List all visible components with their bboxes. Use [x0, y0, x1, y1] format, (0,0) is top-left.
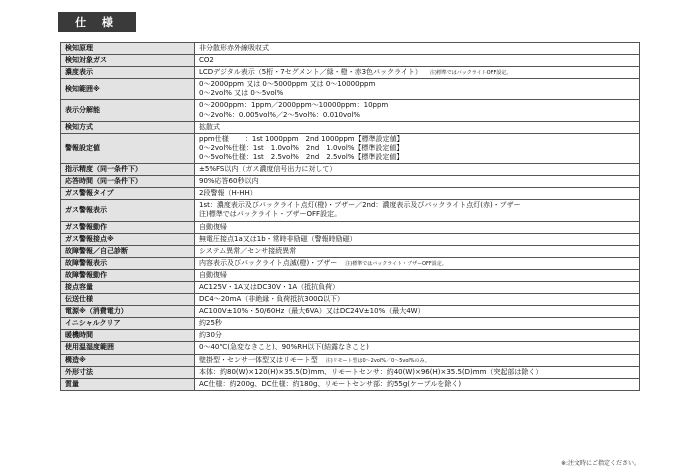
spec-value — [195, 245, 640, 257]
spec-value-line: AC仕様：約200g、DC仕様：約180g、リモートセンサ部：約55g(ケーブルを除く) — [199, 379, 462, 388]
spec-row — [61, 378, 640, 390]
spec-note: 注)標準ではバックライト・ブザーOFF設定。 — [345, 260, 447, 267]
spec-value — [195, 55, 640, 67]
spec-row — [61, 294, 640, 306]
spec-label: 伝送仕様 — [61, 294, 195, 306]
section-heading: 仕 様 — [58, 12, 136, 32]
spec-label: 接点容量 — [61, 281, 195, 293]
spec-value-line: 0～2vol% 又は 0～5vol% — [199, 89, 284, 98]
spec-value-line: 非分散形赤外線吸収式 — [199, 44, 269, 52]
spec-label: 警報設定値 — [61, 133, 195, 163]
spec-row — [61, 67, 640, 79]
spec-row — [61, 164, 640, 176]
spec-value-line: DC4～20mA（非絶縁・負荷抵抗300Ω以下） — [199, 295, 344, 304]
spec-row — [61, 176, 640, 188]
spec-value — [195, 257, 640, 269]
spec-row — [61, 55, 640, 67]
spec-label: 故障警報表示 — [61, 257, 195, 269]
spec-table — [60, 42, 640, 391]
spec-row — [61, 306, 640, 318]
spec-label: 暖機時間 — [61, 330, 195, 342]
spec-label: 故障警報動作 — [61, 269, 195, 281]
spec-label: 検知範囲※ — [61, 79, 195, 100]
spec-value — [195, 176, 640, 188]
spec-value — [195, 188, 640, 200]
spec-row — [61, 43, 640, 55]
spec-row — [61, 257, 640, 269]
spec-value-line: LCDデジタル表示（5桁・7セグメント／緑・橙・赤3色バックライト） — [199, 68, 422, 77]
spec-value-line: 0～40℃(急変なきこと)、90%RH以下(結露なきこと) — [199, 343, 369, 352]
spec-label: 故障警報／自己診断 — [61, 245, 195, 257]
spec-row — [61, 100, 640, 121]
spec-value — [195, 366, 640, 378]
spec-value-line: ±5%FS以内（ガス濃度信号出力に対して） — [199, 165, 337, 174]
spec-value — [195, 121, 640, 133]
spec-value-line: CO2 — [199, 56, 214, 65]
spec-row — [61, 245, 640, 257]
spec-value-line: 0～5vol%仕様：1st 2.5vol% 2nd 2.5vol%【標準設定値】 — [199, 152, 404, 161]
spec-label: 応答時間（同一条件下） — [61, 176, 195, 188]
spec-value-line: 本体：約80(W)×120(H)×35.5(D)mm、リモートセンサ：約40(W)×96(H)×35.5(D)mm（突起部は除く） — [199, 367, 543, 376]
spec-value — [195, 330, 640, 342]
spec-row — [61, 233, 640, 245]
spec-row — [61, 354, 640, 366]
spec-value-line: 自動復帰 — [199, 222, 227, 231]
spec-value-line: 1st：濃度表示及びバックライト点灯(橙)・ブザー／2nd：濃度表示及びバックライト点灯(赤)・ブザー — [199, 201, 521, 210]
spec-row — [61, 121, 640, 133]
spec-row — [61, 318, 640, 330]
spec-row — [61, 366, 640, 378]
spec-value-line: 内容表示及びバックライト点滅(橙)・ブザー — [199, 258, 338, 267]
spec-value — [195, 43, 640, 55]
spec-value — [195, 354, 640, 366]
spec-value-line: 0～2000ppm 又は 0～5000ppm 又は 0～10000ppm — [199, 80, 376, 89]
spec-label: ガス警報表示 — [61, 200, 195, 221]
spec-value-line: 90%応答60秒以内 — [199, 177, 259, 186]
spec-value — [195, 79, 640, 100]
spec-value — [195, 378, 640, 390]
spec-row — [61, 269, 640, 281]
spec-value — [195, 200, 640, 221]
spec-value — [195, 281, 640, 293]
spec-value-line: 0～2vol%：0.005vol%／2～5vol%：0.010vol% — [199, 110, 360, 119]
spec-value — [195, 67, 640, 79]
spec-label: ガス警報接点※ — [61, 233, 195, 245]
spec-label: 指示精度（同一条件下） — [61, 164, 195, 176]
spec-row — [61, 200, 640, 221]
spec-row — [61, 79, 640, 100]
spec-value-line: 0～2vol%仕様：1st 1.0vol% 2nd 1.0vol%【標準設定値】 — [199, 143, 404, 152]
spec-value — [195, 221, 640, 233]
spec-value-line: 0～2000ppm：1ppm／2000ppm～10000ppm：10ppm — [199, 101, 389, 110]
spec-value-line: 自動復帰 — [199, 270, 227, 279]
spec-value — [195, 294, 640, 306]
spec-value-line-wrap — [199, 356, 635, 365]
order-footnote: ※:注文時にご指定ください。 — [560, 460, 640, 467]
spec-label: ガス警報動作 — [61, 221, 195, 233]
spec-value — [195, 164, 640, 176]
spec-label: イニシャルクリア — [61, 318, 195, 330]
spec-label: 外形寸法 — [61, 366, 195, 378]
spec-value-line: 約25秒 — [199, 319, 222, 328]
spec-value-line-wrap — [199, 259, 635, 268]
spec-note: 注)リモート型は0～2vol%／0～5vol%のみ。 — [325, 357, 430, 364]
spec-value-line: 無電圧接点1a又は1b・常時非励磁（警報時励磁） — [199, 234, 357, 243]
spec-label: 構造※ — [61, 354, 195, 366]
spec-value — [195, 100, 640, 121]
spec-value-line: AC125V・1A又はDC30V・1A（抵抗負荷） — [199, 282, 340, 291]
spec-row — [61, 221, 640, 233]
spec-value-line: 2段警報（H-HH） — [199, 189, 257, 198]
spec-value-line: 拡散式 — [199, 122, 220, 131]
spec-value-line: ppm仕様 ：1st 1000ppm 2nd 1000ppm【標準設定値】 — [199, 134, 404, 143]
spec-label: ガス警報タイプ — [61, 188, 195, 200]
spec-label: 電源※（消費電力） — [61, 306, 195, 318]
spec-row — [61, 281, 640, 293]
spec-label: 使用温湿度範囲 — [61, 342, 195, 354]
spec-row — [61, 330, 640, 342]
spec-row — [61, 342, 640, 354]
spec-note: 注)標準ではバックライトOFF設定。 — [429, 70, 512, 77]
spec-value — [195, 306, 640, 318]
spec-label: 検知対象ガス — [61, 55, 195, 67]
spec-value-line-wrap — [199, 68, 635, 77]
spec-value — [195, 269, 640, 281]
spec-label: 濃度表示 — [61, 67, 195, 79]
spec-value — [195, 318, 640, 330]
spec-label: 検知原理 — [61, 43, 195, 55]
spec-value — [195, 342, 640, 354]
spec-label: 検知方式 — [61, 121, 195, 133]
spec-row — [61, 188, 640, 200]
spec-value-line: 注)標準ではバックライト・ブザーOFF設定。 — [199, 210, 342, 219]
spec-value-line: システム異常／センサ接続異常 — [199, 246, 297, 255]
spec-label: 表示分解能 — [61, 100, 195, 121]
spec-value-line: AC100V±10%・50/60Hz（最大6VA）又はDC24V±10%（最大4W） — [199, 307, 425, 316]
spec-label: 質量 — [61, 378, 195, 390]
spec-value — [195, 133, 640, 163]
spec-value-line: 約30分 — [199, 331, 222, 340]
spec-value — [195, 233, 640, 245]
spec-value-line: 壁掛型・センサ一体型又はリモート型 — [199, 355, 318, 364]
spec-row — [61, 133, 640, 163]
